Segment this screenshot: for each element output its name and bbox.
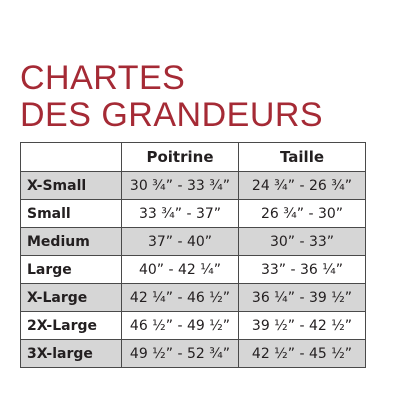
poitrine-cell: 49 ½” - 52 ¾” — [122, 340, 239, 368]
header-taille: Taille — [239, 143, 366, 172]
size-label: X-Large — [21, 284, 122, 312]
page-title — [20, 60, 323, 134]
size-label: X-Small — [21, 172, 122, 200]
table-header-row — [21, 143, 366, 172]
title-line-1: CHARTES — [20, 59, 186, 97]
size-label: Large — [21, 256, 122, 284]
table-row — [21, 172, 366, 200]
table-row — [21, 312, 366, 340]
size-label: 2X-Large — [21, 312, 122, 340]
size-label: Medium — [21, 228, 122, 256]
header-empty — [21, 143, 122, 172]
poitrine-cell: 42 ¼” - 46 ½” — [122, 284, 239, 312]
table-row — [21, 200, 366, 228]
size-label: 3X-large — [21, 340, 122, 368]
poitrine-cell: 46 ½” - 49 ½” — [122, 312, 239, 340]
taille-cell: 36 ¼” - 39 ½” — [239, 284, 366, 312]
table-row — [21, 256, 366, 284]
size-chart-table — [20, 142, 366, 368]
size-label: Small — [21, 200, 122, 228]
header-poitrine: Poitrine — [122, 143, 239, 172]
poitrine-cell: 33 ¾” - 37” — [122, 200, 239, 228]
table-row — [21, 340, 366, 368]
table-row — [21, 284, 366, 312]
taille-cell: 26 ¾” - 30” — [239, 200, 366, 228]
taille-cell: 33” - 36 ¼” — [239, 256, 366, 284]
poitrine-cell: 37” - 40” — [122, 228, 239, 256]
poitrine-cell: 30 ¾” - 33 ¾” — [122, 172, 239, 200]
taille-cell: 30” - 33” — [239, 228, 366, 256]
title-line-2: DES GRANDEURS — [20, 96, 324, 134]
taille-cell: 24 ¾” - 26 ¾” — [239, 172, 366, 200]
poitrine-cell: 40” - 42 ¼” — [122, 256, 239, 284]
taille-cell: 42 ½” - 45 ½” — [239, 340, 366, 368]
taille-cell: 39 ½” - 42 ½” — [239, 312, 366, 340]
table-row — [21, 228, 366, 256]
